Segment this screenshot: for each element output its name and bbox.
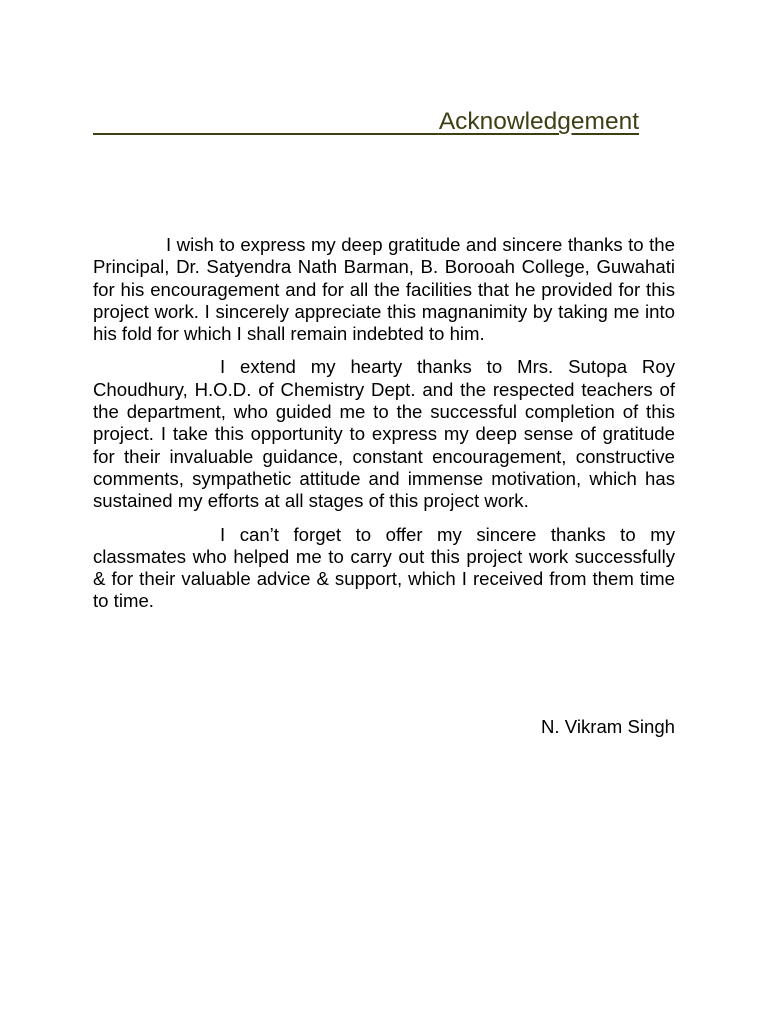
heading-text: Acknowledgement [438, 108, 640, 135]
document-page [93, 0, 675, 1024]
paragraph-1: I wish to express my deep gratitude and sincere thanks to the Principal, Dr. Satyendra Nath Barman, B. Borooah College, Guwahati for his encouragement and for all the facilities that he provided for this project work. I sincerely appreciate this magnanimity by taking me into his fold for which I shall remain indebted to him. [93, 234, 675, 345]
heading-indent [93, 108, 439, 135]
signature: N. Vikram Singh [541, 716, 675, 737]
paragraph-2: I extend my hearty thanks to Mrs. Sutopa Roy Choudhury, H.O.D. of Chemistry Dept. and the respected teachers of the department, who guided me to the successful completion of this project. I take this opportunity to express my deep sense of gratitude for their invaluable guidance, constant encouragement, constructive comments, sympathetic attitude and immense motivation, which has sustained my efforts at all stages of this project work. [93, 356, 675, 512]
page-title [93, 103, 675, 140]
paragraph-3: I can’t forget to offer my sincere thanks to my classmates who helped me to carry out this project work successfully & for their valuable advice & support, which I received from them time to time. [93, 523, 675, 612]
document-body [93, 234, 675, 624]
